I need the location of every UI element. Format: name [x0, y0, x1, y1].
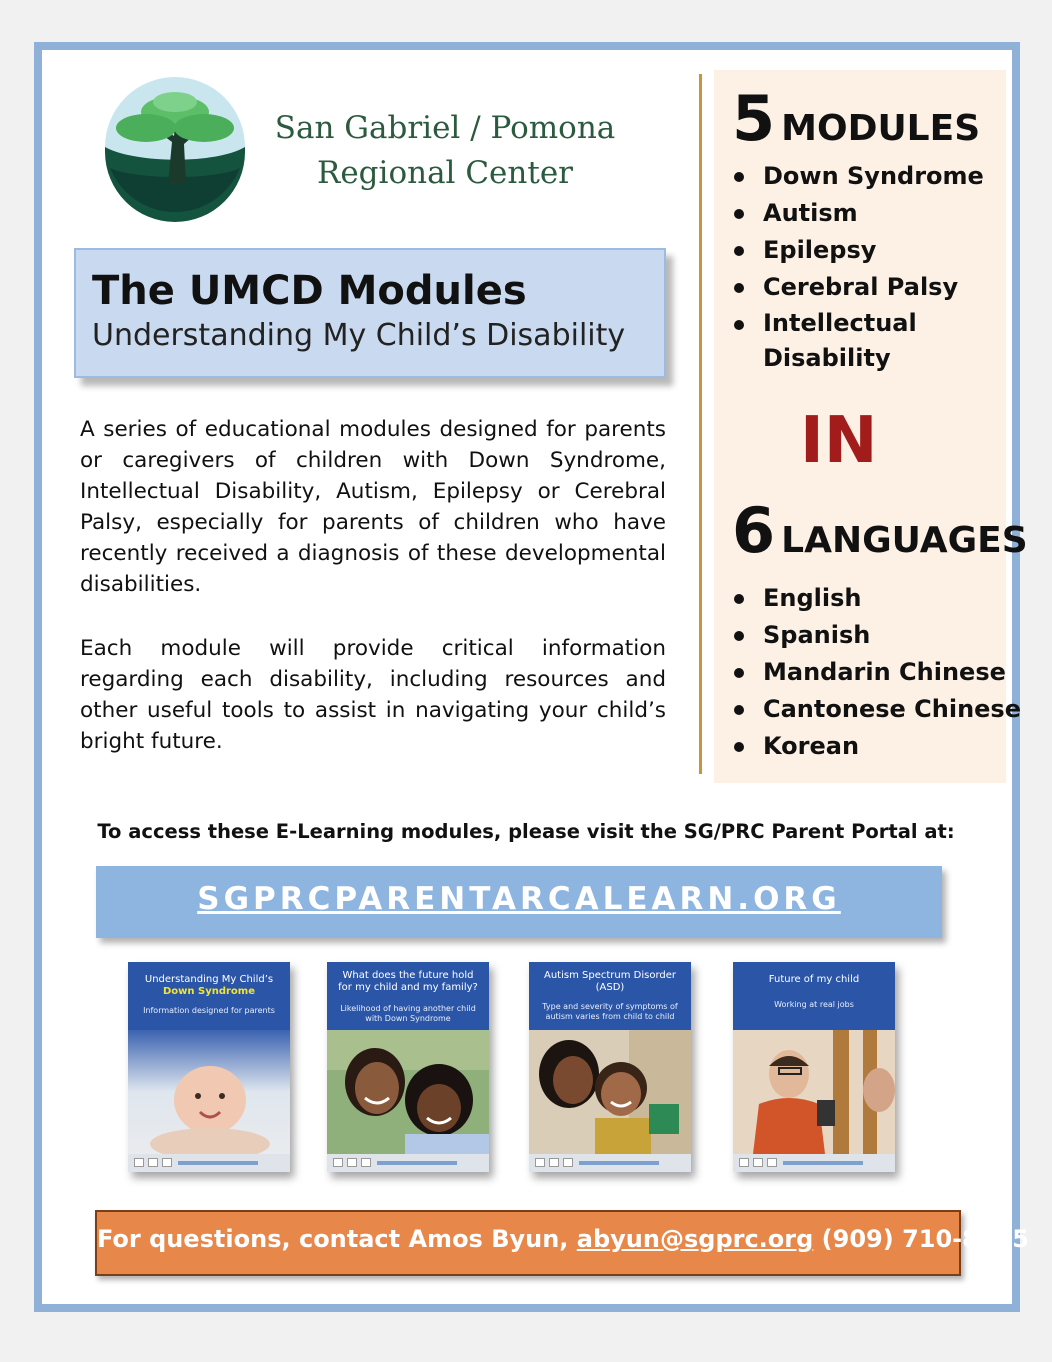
- bullet-icon: [734, 594, 744, 604]
- languages-list: [732, 580, 1021, 765]
- contact-prefix: For questions, contact Amos Byun,: [97, 1225, 569, 1253]
- languages-count: 6: [732, 494, 776, 567]
- language-label: Korean: [763, 732, 860, 760]
- organization-logo: [96, 72, 626, 222]
- in-word: IN: [800, 404, 878, 478]
- module-thumbnail-1[interactable]: [128, 962, 290, 1172]
- modules-heading: [732, 82, 980, 155]
- access-instructions: To access these E-Learning modules, please visit the SG/PRC Parent Portal at:: [97, 820, 955, 843]
- portal-url-banner: [96, 866, 942, 938]
- thumbnail-title: Autism Spectrum Disorder (ASD): [544, 970, 676, 993]
- thumbnail-highlight: Down Syndrome: [162, 986, 255, 997]
- list-item: [732, 728, 1021, 765]
- bullet-icon: [734, 668, 744, 678]
- page-title: The UMCD Modules: [92, 268, 527, 314]
- video-progress-bar[interactable]: [783, 1161, 863, 1165]
- list-item: [732, 306, 917, 376]
- languages-word: LANGUAGES: [781, 520, 1028, 561]
- language-label: Spanish: [763, 621, 871, 649]
- bullet-icon: [734, 631, 744, 641]
- video-controls: [327, 1154, 489, 1172]
- forward-button[interactable]: [767, 1158, 777, 1167]
- thumbnail-subtitle: Type and severity of symptoms of autism varies from child to child: [542, 1002, 678, 1021]
- list-item: [732, 654, 1021, 691]
- forward-button[interactable]: [563, 1158, 573, 1167]
- baby-photo-image: [128, 1030, 290, 1154]
- language-label: Mandarin Chinese: [763, 658, 1006, 686]
- bullet-icon: [734, 705, 744, 715]
- mother-son-photo-image: [529, 1030, 691, 1154]
- mother-daughter-photo-image: [327, 1030, 489, 1154]
- video-progress-bar[interactable]: [377, 1161, 457, 1165]
- contact-phone: (909) 710-8815: [821, 1225, 1029, 1253]
- module-label: Cerebral Palsy: [763, 273, 959, 301]
- thumbnail-title: [136, 974, 282, 998]
- portal-url-link[interactable]: SGPRCPARENTARCALEARN.ORG: [197, 881, 841, 917]
- tree-logo-icon: [96, 72, 254, 222]
- organization-name-line1: San Gabriel / Pomona: [274, 110, 616, 146]
- forward-button[interactable]: [361, 1158, 371, 1167]
- bullet-icon: [734, 209, 744, 219]
- video-controls: [128, 1154, 290, 1172]
- modules-count: 5: [732, 82, 776, 155]
- video-progress-bar[interactable]: [579, 1161, 659, 1165]
- description-paragraph-2: Each module will provide critical information regarding each disability, including resources and other useful tools to assist in navigating your child’s bright future.: [80, 636, 666, 754]
- contact-banner: [95, 1210, 1029, 1276]
- contact-email-link[interactable]: abyun@sgprc.org: [576, 1225, 814, 1253]
- thumbnail-title: What does the future hold for my child and my family?: [338, 970, 478, 993]
- bullet-icon: [734, 246, 744, 256]
- thumbnail-subtitle: Likelihood of having another child with Down Syndrome: [340, 1004, 476, 1023]
- thumbnail-subtitle: Information designed for parents: [143, 1006, 275, 1015]
- rewind-button[interactable]: [753, 1158, 763, 1167]
- play-button[interactable]: [739, 1158, 749, 1167]
- modules-list: [732, 158, 984, 376]
- video-progress-bar[interactable]: [178, 1161, 258, 1165]
- bullet-icon: [734, 283, 744, 293]
- contact-text: [97, 1212, 1029, 1266]
- thumbnail-title-text: Understanding My Child’s: [144, 974, 274, 985]
- list-item: [732, 195, 984, 232]
- play-button[interactable]: [134, 1158, 144, 1167]
- module-label: Down Syndrome: [763, 162, 984, 190]
- title-box: [74, 248, 666, 378]
- list-item: [732, 691, 1021, 728]
- languages-heading: [732, 494, 1028, 567]
- list-item: [732, 269, 984, 306]
- rewind-button[interactable]: [549, 1158, 559, 1167]
- description-paragraph-1: A series of educational modules designed for parents or caregivers of children with Down Syndrome, Intellectual Disability, Autism, Epilepsy or Cerebral Palsy, especially for parents of children who have recently received a diagnosis of these developmental disabilities.: [80, 417, 666, 597]
- modules-word: MODULES: [781, 108, 981, 149]
- divider-line: [699, 74, 702, 774]
- page-subtitle: Understanding My Child’s Disability: [92, 318, 626, 353]
- thumbnail-subtitle: Working at real jobs: [774, 1000, 854, 1009]
- bullet-icon: [734, 742, 744, 752]
- rewind-button[interactable]: [148, 1158, 158, 1167]
- module-thumbnail-3[interactable]: [529, 962, 691, 1172]
- module-thumbnail-4[interactable]: [733, 962, 895, 1172]
- bullet-icon: [734, 320, 744, 330]
- language-label: English: [763, 584, 862, 612]
- module-label: Intellectual Disability: [763, 309, 917, 372]
- language-label: Cantonese Chinese: [763, 695, 1021, 723]
- play-button[interactable]: [535, 1158, 545, 1167]
- thumbnail-title: Future of my child: [768, 974, 860, 985]
- list-item: [732, 232, 984, 269]
- list-item: [732, 580, 1021, 617]
- list-item: [732, 158, 984, 195]
- bullet-icon: [734, 172, 744, 182]
- organization-name-line2: Regional Center: [317, 155, 573, 191]
- worker-photo-image: [733, 1030, 895, 1154]
- video-controls: [529, 1154, 691, 1172]
- organization-name: [260, 106, 630, 196]
- list-item: [732, 617, 1021, 654]
- video-controls: [733, 1154, 895, 1172]
- rewind-button[interactable]: [347, 1158, 357, 1167]
- forward-button[interactable]: [162, 1158, 172, 1167]
- module-label: Epilepsy: [763, 236, 877, 264]
- module-thumbnail-2[interactable]: [327, 962, 489, 1172]
- module-label: Autism: [763, 199, 858, 227]
- play-button[interactable]: [333, 1158, 343, 1167]
